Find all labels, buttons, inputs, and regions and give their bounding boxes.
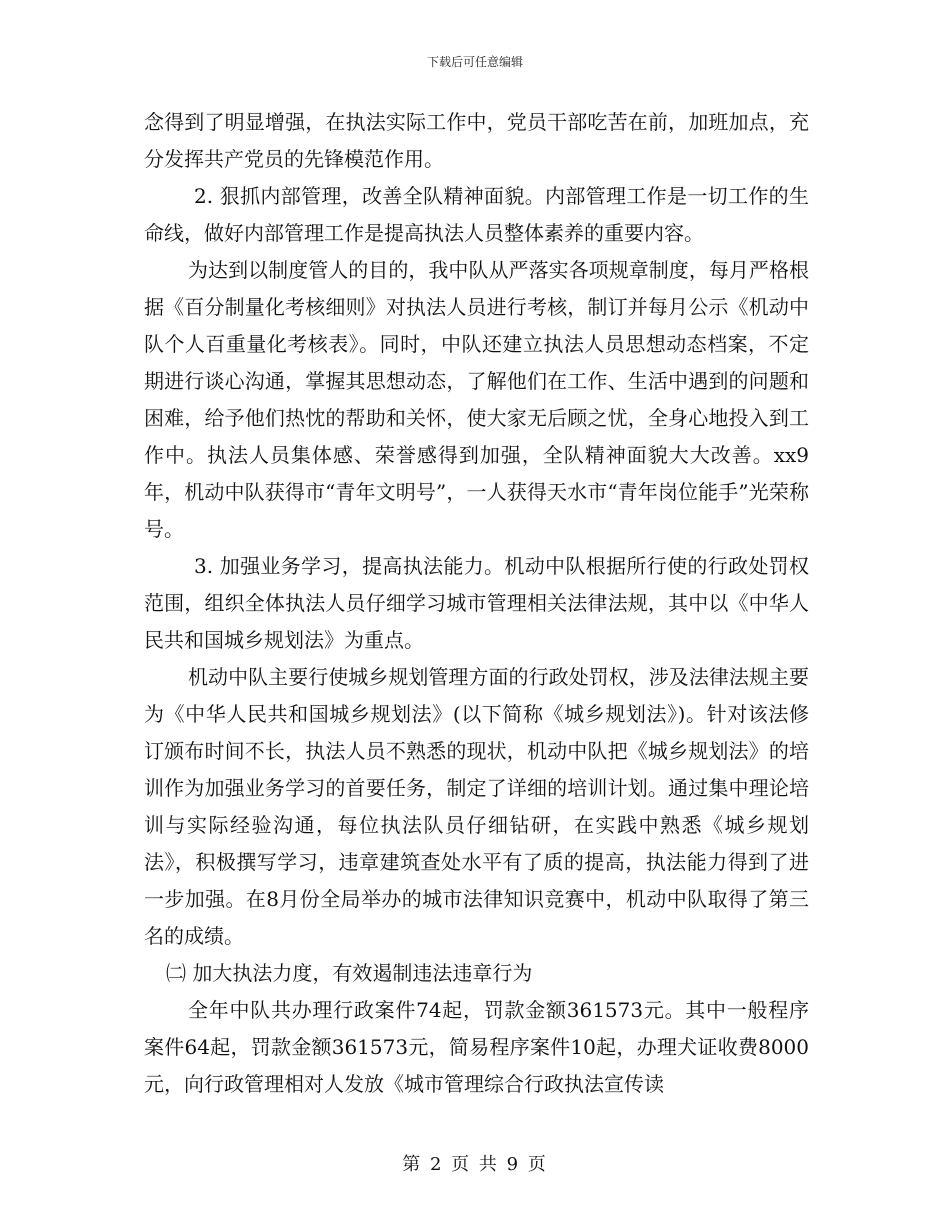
- paragraph-cases: 全年中队共办理行政案件74起，罚款金额361573元。其中一般程序案件64起，罚款金额361573元，简易程序案件10起，办理犬证收费8000元，向行政管理相对人发放《城市管理综合行政执法宣传读: [144, 998, 809, 1096]
- section-heading-2: ㈡ 加大执法力度，有效遏制违法违章行为: [166, 961, 533, 985]
- page-header: 下载后可任意编辑: [426, 55, 523, 69]
- paragraph-continuation: 念得到了明显增强，在执法实际工作中，党员干部吃苦在前，加班加点，充分发挥共产党员的先锋模范作用。: [144, 110, 809, 171]
- paragraph-management: 为达到以制度管人的目的，我中队从严落实各项规章制度，每月严格根据《百分制量化考核细则》对执法人员进行考核，制订并每月公示《机动中队个人百重量化考核表》。同时，中队还建立执法人员思想动态档案，不定期进行谈心沟通，掌握其思想动态，了解他们在工作、生活中遇到的问题和困难，给予他们热忱的帮助和关怀，使大家无后顾之忧，全身心地投入到工作中。执法人员集体感、荣誉感得到加强，全队精神面貌大大改善。xx9年，机动中队获得市“青年文明号”，一人获得天水市“青年岗位能手”光荣称号。: [144, 258, 809, 541]
- page-number-footer: 第 2 页 共 9 页: [402, 1154, 548, 1175]
- paragraph-planning-law: 机动中队主要行使城乡规划管理方面的行政处罚权，涉及法律法规主要为《中华人民共和国城乡规划法》(以下简称《城乡规划法》)。针对该法修订颁布时间不长，执法人员不熟悉的现状，机动中队把《城乡规划法》的培训作为加强业务学习的首要任务，制定了详细的培训计划。通过集中理论培训与实际经验沟通，每位执法队员仔细钻研，在实践中熟悉《城乡规划法》，积极撰写学习，违章建筑查处水平有了质的提高，执法能力得到了进一步加强。在8月份全局举办的城市法律知识竞赛中，机动中队取得了第三名的成绩。: [144, 665, 809, 948]
- paragraph-item-2: 2. 狠抓内部管理，改善全队精神面貌。内部管理工作是一切工作的生命线，做好内部管理工作是提高执法人员整体素养的重要内容。: [144, 184, 809, 245]
- document-body: [144, 104, 809, 1103]
- paragraph-item-3: 3. 加强业务学习，提高执法能力。机动中队根据所行使的行政处罚权范围，组织全体执法人员仔细学习城市管理相关法律法规，其中以《中华人民共和国城乡规划法》为重点。: [144, 554, 809, 652]
